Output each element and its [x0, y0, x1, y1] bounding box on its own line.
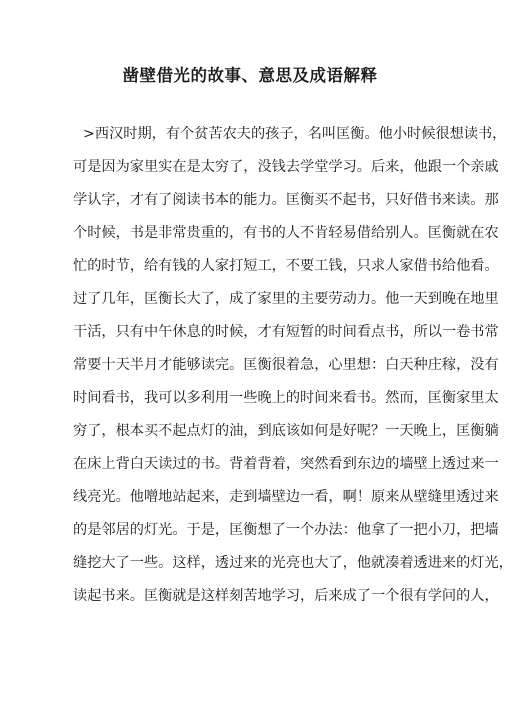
body-line: 时间看书，我可以多利用一些晚上的时间来看书。然而，匡衡家里太 [73, 390, 499, 406]
body-line: 线亮光。他噌地站起来，走到墙壁边一看，啊！原来从壁缝里透过来 [73, 489, 499, 505]
body-line: 干活，只有中午休息的时候，才有短暂的时间看点书，所以一卷书常 [73, 324, 499, 340]
body-line: 过了几年，匡衡长大了，成了家里的主要劳动力。他一天到晚在地里 [73, 291, 499, 307]
body-line: >西汉时期，有个贫苦农夫的孩子，名叫匡衡。他小时候很想读书， [83, 126, 507, 142]
body-line: 忙的时节，给有钱的人家打短工，不要工钱，只求人家借书给他看。 [73, 258, 499, 274]
body-line: 在床上背白天读过的书。背着背着，突然看到东边的墙壁上透过来一 [73, 456, 499, 472]
body-line: 学认字，才有了阅读书本的能力。匡衡买不起书，只好借书来读。那 [73, 192, 499, 208]
body-line: 缝挖大了一些。这样，透过来的光亮也大了，他就凑着透进来的灯光， [73, 555, 513, 571]
document-title: 凿壁借光的故事、意思及成语解释 [122, 66, 378, 85]
body-line: 的是邻居的灯光。于是，匡衡想了一个办法：他拿了一把小刀，把墙 [73, 522, 499, 538]
body-line: 可是因为家里实在是太穷了，没钱去学堂学习。后来，他跟一个亲戚 [73, 159, 499, 175]
body-line: 读起书来。匡衡就是这样刻苦地学习，后来成了一个很有学问的人， [73, 588, 499, 604]
body-line: 个时候，书是非常贵重的，有书的人不肯轻易借给别人。匡衡就在农 [73, 225, 499, 241]
body-line: 穷了，根本买不起点灯的油，到底该如何是好呢？一天晚上，匡衡躺 [73, 423, 499, 439]
body-line: 常要十天半月才能够读完。匡衡很着急，心里想：白天种庄稼，没有 [73, 357, 499, 373]
document-body [73, 118, 513, 613]
